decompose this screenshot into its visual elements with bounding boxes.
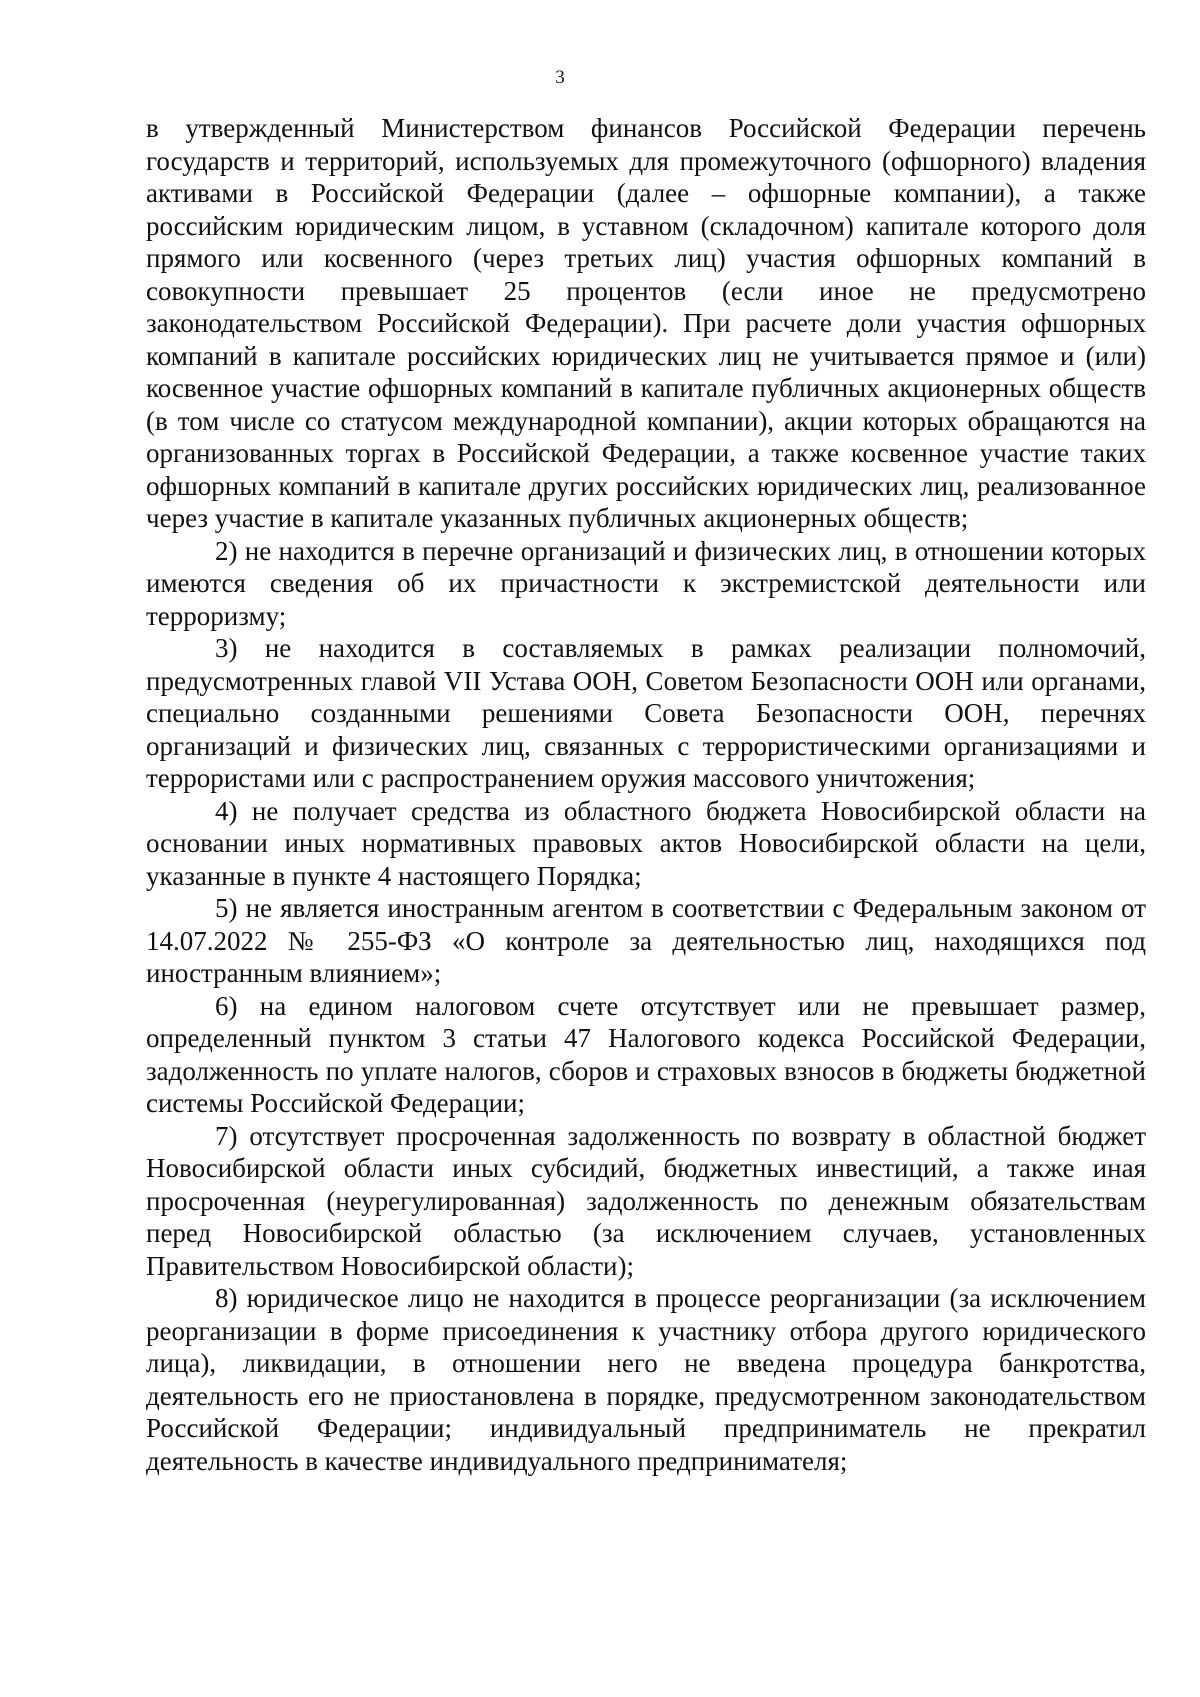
document-body: [146, 112, 1146, 1477]
page-number: 3: [555, 67, 565, 88]
paragraph-item-8: 8) юридическое лицо не находится в процессе реорганизации (за исключением реорганизации в форме присоединения к участнику отбора другого юридического лица), ликвидации, в отношении него не введена процедура банкротства, деятельность его не приостановлена в порядке, предусмотренном законодательством Российской Федерации; индивидуальный предприниматель не прекратил деятельность в качестве индивидуального предпринимателя;: [146, 1283, 1146, 1476]
paragraph-item-3: 3) не находится в составляемых в рамках реализации полномочий, предусмотренных главой VII Устава ООН, Советом Безопасности ООН или органами, специально созданными решениями Совета Безопасности ООН, перечнях организаций и физических лиц, связанных с террористическими организациями и террористами или с распространением оружия массового уничтожения;: [146, 633, 1146, 793]
paragraph-item-2: 2) не находится в перечне организаций и физических лиц, в отношении которых имеются сведения об их причастности к экстремистской деятельности или терроризму;: [146, 535, 1146, 631]
paragraph-item-5: 5) не является иностранным агентом в соответствии с Федеральным законом от 14.07.2022 № 255-ФЗ «О контроле за деятельностью лиц, находящихся под иностранным влиянием»;: [146, 893, 1146, 988]
paragraph-item-7: 7) отсутствует просроченная задолженность по возврату в областной бюджет Новосибирской области иных субсидий, бюджетных инвестиций, а также иная просроченная (неурегулированная) задолженность по денежным обязательствам перед Новосибирской областью (за исключением случаев, установленных Правительством Новосибирской области);: [146, 1120, 1146, 1281]
paragraph-item-4: 4) не получает средства из областного бюджета Новосибирской области на основании иных нормативных правовых актов Новосибирской области на цели, указанные в пункте 4 настоящего Порядка;: [146, 795, 1146, 891]
paragraph-continuation: в утвержденный Министерством финансов Российской Федерации перечень государств и территорий, используемых для промежуточного (офшорного) владения активами в Российской Федерации (далее – офшорные компании), а также российским юридическим лицом, в уставном (складочном) капитале которого доля прямого или косвенного (через третьих лиц) участия офшорных компаний в совокупности превышает 25 процентов (если иное не предусмотрено законодательством Российской Федерации). При расчете доли участия офшорных компаний в капитале российских юридических лиц не учитывается прямое и (или) косвенное участие офшорных компаний в капитале публичных акционерных обществ (в том числе со статусом международной компании), акции которых обращаются на организованных торгах в Российской Федерации, а также косвенное участие таких офшорных компаний в капитале других российских юридических лиц, реализованное через участие в капитале указанных публичных акционерных обществ;: [146, 113, 1146, 533]
paragraph-item-6: 6) на едином налоговом счете отсутствует или не превышает размер, определенный пунктом 3 статьи 47 Налогового кодекса Российской Федерации, задолженность по уплате налогов, сборов и страховых взносов в бюджеты бюджетной системы Российской Федерации;: [146, 990, 1146, 1118]
